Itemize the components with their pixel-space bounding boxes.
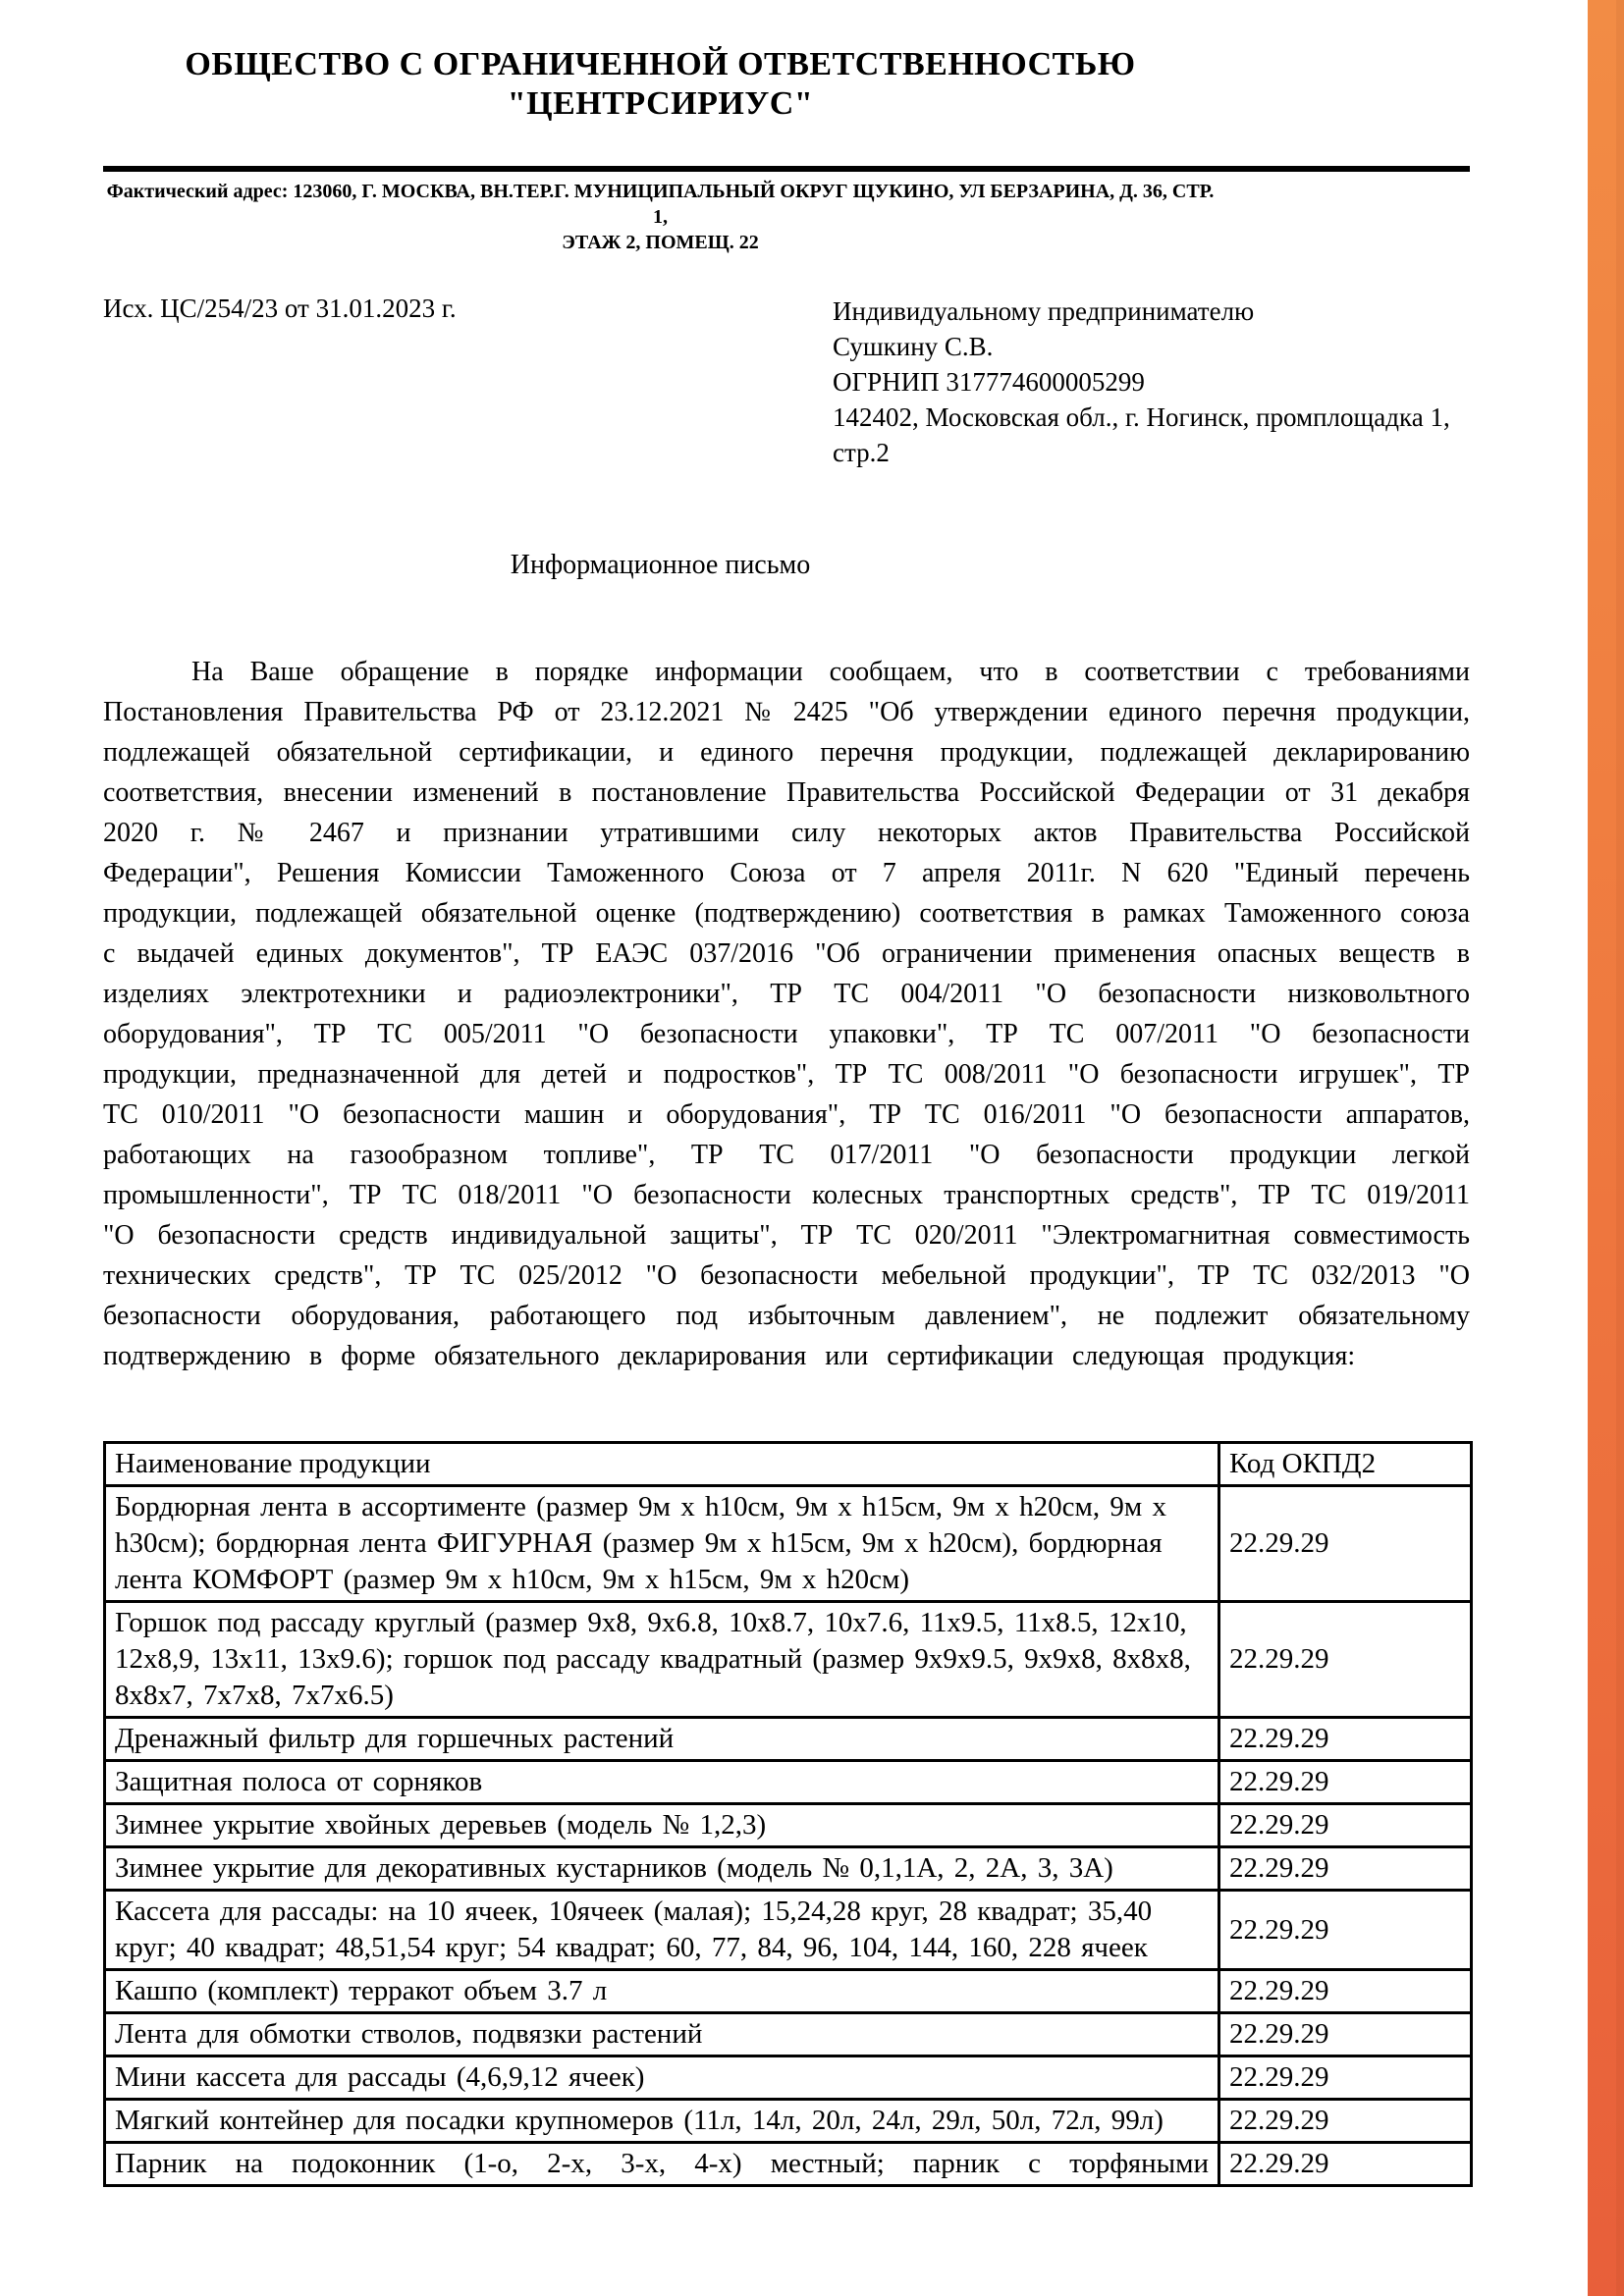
table-row [105,2143,1472,2186]
letter-title: Информационное письмо [510,550,811,580]
table-row [105,1486,1472,1602]
accent-stripe [1588,0,1624,2296]
product-name-cell: Бордюрная лента в ассортименте (размер 9м х h10см, 9м х h15см, 9м х h20см, 9м х h30см); бордюрная лента ФИГУРНАЯ (размер 9м х h15см, 9м х h20см), бордюрная лента КОМФОРТ (размер 9м х h10см, 9м х h15см, 9м х h20см) [105,1486,1219,1602]
product-code-cell: 22.29.29 [1219,1970,1472,2013]
table-row [105,1761,1472,1804]
product-code-cell: 22.29.29 [1219,2143,1472,2186]
product-name-cell: Парник на подоконник (1-о, 2-х, 3-х, 4-х) местный; парник с торфяными [105,2143,1219,2186]
table-row [105,2056,1472,2100]
product-name-cell: Кашпо (комплект) терракот объем 3.7 л [105,1970,1219,2013]
recipient-line: Сушкину С.В. [833,332,994,361]
company-address-line2: ЭТАЖ 2, ПОМЕЩ. 22 [562,232,759,253]
outgoing-reference: Исх. ЦС/254/23 от 31.01.2023 г. [103,294,457,323]
company-name-line1: ОБЩЕСТВО С ОГРАНИЧЕННОЙ ОТВЕТСТВЕННОСТЬЮ [185,46,1136,82]
product-code-cell: 22.29.29 [1219,1486,1472,1602]
product-code-cell: 22.29.29 [1219,1761,1472,1804]
product-code-cell: 22.29.29 [1219,1847,1472,1891]
products-table [103,1441,1473,2187]
product-name-cell: Зимнее укрытие для декоративных кустарников (модель № 0,1,1А, 2, 2А, 3, 3А) [105,1847,1219,1891]
recipient-line: стр.2 [833,438,890,467]
table-row [105,2013,1472,2056]
table-row [105,1847,1472,1891]
recipient-block [833,294,1481,470]
product-code-cell: 22.29.29 [1219,1602,1472,1718]
company-name-line2: "ЦЕНТРСИРИУС" [507,85,814,122]
company-address [103,179,1218,255]
company-address-line1: Фактический адрес: 123060, Г. МОСКВА, ВН.ТЕР.Г. МУНИЦИПАЛЬНЫЙ ОКРУГ ЩУКИНО, УЛ БЕРЗАРИНА, Д. 36, СТР. 1, [106,181,1215,228]
recipient-line: ОГРНИП 317774600005299 [833,367,1145,397]
table-header-name: Наименование продукции [105,1443,1219,1486]
product-code-cell: 22.29.29 [1219,1891,1472,1970]
recipient-line: 142402, Московская обл., г. Ногинск, промплощадка 1, [833,402,1450,432]
table-row [105,1602,1472,1718]
header-divider-rule [103,166,1470,172]
product-name-cell: Мягкий контейнер для посадки крупномеров (11л, 14л, 20л, 24л, 29л, 50л, 72л, 99л) [105,2100,1219,2143]
product-code-cell: 22.29.29 [1219,2056,1472,2100]
table-row [105,1891,1472,1970]
table-row [105,1718,1472,1761]
product-code-cell: 22.29.29 [1219,2100,1472,2143]
product-name-cell: Кассета для рассады: на 10 ячеек, 10ячеек (малая); 15,24,28 круг, 28 квадрат; 35,40 круг; 40 квадрат; 48,51,54 круг; 54 квадрат; 60, 77, 84, 96, 104, 144, 160, 228 ячеек [105,1891,1219,1970]
table-row [105,1804,1472,1847]
product-name-cell: Защитная полоса от сорняков [105,1761,1219,1804]
product-code-cell: 22.29.29 [1219,2013,1472,2056]
product-code-cell: 22.29.29 [1219,1718,1472,1761]
product-name-cell: Зимнее укрытие хвойных деревьев (модель № 1,2,3) [105,1804,1219,1847]
table-row [105,1970,1472,2013]
product-name-cell: Дренажный фильтр для горшечных растений [105,1718,1219,1761]
table-header-row [105,1443,1472,1486]
letter-body: На Ваше обращение в порядке информации сообщаем, что в соответствии с требованиями Постановления Правительства РФ от 23.12.2021 № 2425 "Об утверждении единого перечня продукции, подлежащей обязательной сертификации, и единого перечня продукции, подлежащей декларированию соответствия, внесении изменений в постановление Правительства Российской Федерации от 31 декабря 2020 г. № 2467 и признании утратившими силу некоторых актов Правительства Российской Федерации", Решения Комиссии Таможенного Союза от 7 апреля 2011г. N 620 "Единый перечень продукции, подлежащей обязательной оценке (подтверждению) соответствия в рамках Таможенного союза с выдачей единых документов", ТР ЕАЭС 037/2016 "Об ограничении применения опасных веществ в изделиях электротехники и радиоэлектроники", ТР ТС 004/2011 "О безопасности низковольтного оборудования", ТР ТС 005/2011 "О безопасности упаковки", ТР ТС 007/2011 "О безопасности продукции, предназначенной для детей и подростков", ТР ТС 008/2011 "О безопасности игрушек", ТР ТС 010/2011 "О безопасности машин и оборудования", ТР ТС 016/2011 "О безопасности аппаратов, работающих на газообразном топливе", ТР ТС 017/2011 "О безопасности продукции легкой промышленности", ТР ТС 018/2011 "О безопасности колесных транспортных средств", ТР ТС 019/2011 "О безопасности средств индивидуальной защиты", ТР ТС 020/2011 "Электромагнитная совместимость технических средств", ТР ТС 025/2012 "О безопасности мебельной продукции", ТР ТС 032/2013 "О безопасности оборудования, работающего под избыточным давлением", не подлежит обязательному подтверждению в форме обязательного декларирования или сертификации следующая продукция: [103,657,1470,1371]
product-name-cell: Лента для обмотки стволов, подвязки растений [105,2013,1219,2056]
product-name-cell: Мини кассета для рассады (4,6,9,12 ячеек) [105,2056,1219,2100]
company-name [103,45,1218,124]
product-code-cell: 22.29.29 [1219,1804,1472,1847]
table-header-code: Код ОКПД2 [1219,1443,1472,1486]
product-name-cell: Горшок под рассаду круглый (размер 9х8, 9х6.8, 10х8.7, 10х7.6, 11х9.5, 11х8.5, 12х10, 12х8,9, 13х11, 13х9.6); горшок под рассаду квадратный (размер 9х9х9.5, 9х9х8, 8х8х8, 8х8х7, 7х7х8, 7х7х6.5) [105,1602,1219,1718]
recipient-line: Индивидуальному предпринимателю [833,296,1255,326]
table-row [105,2100,1472,2143]
